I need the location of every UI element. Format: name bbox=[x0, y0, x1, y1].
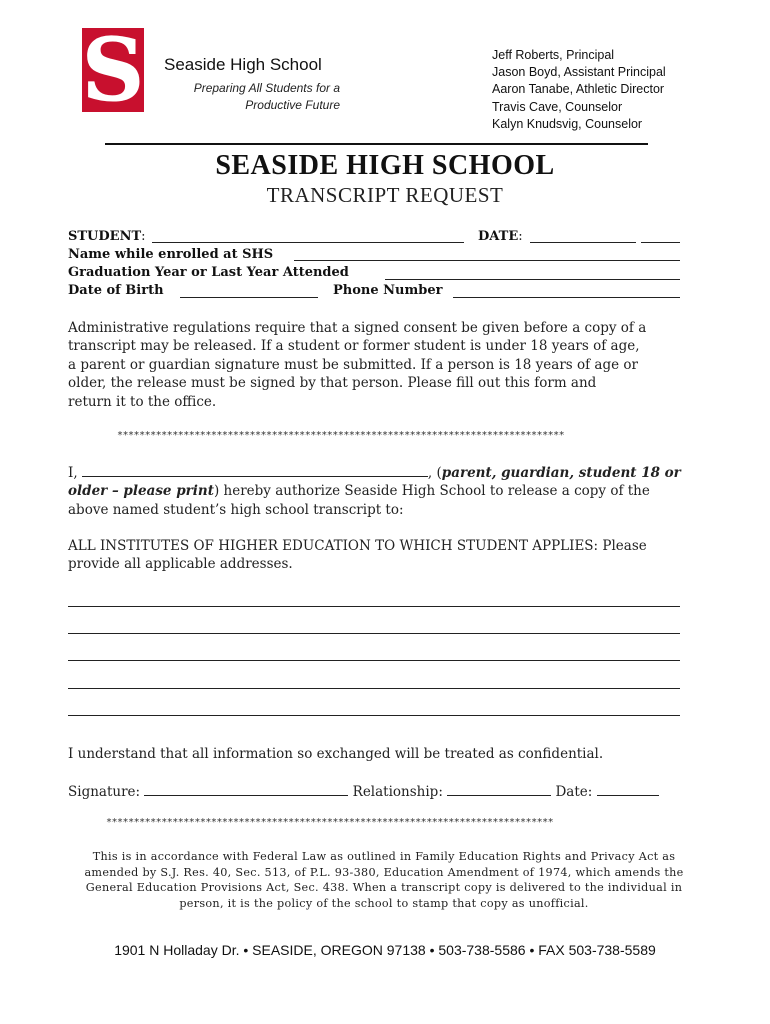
staff-item: Jeff Roberts, Principal bbox=[492, 48, 615, 62]
phone-number-field[interactable] bbox=[453, 297, 680, 298]
authorizer-name-field[interactable] bbox=[82, 464, 428, 477]
admin-regulations-paragraph bbox=[68, 319, 698, 411]
enrolled-name-field[interactable] bbox=[294, 260, 680, 261]
graduation-year-field[interactable] bbox=[385, 279, 680, 280]
tagline-line-2: Productive Future bbox=[245, 98, 340, 112]
date-label: DATE: bbox=[478, 229, 523, 244]
date-field[interactable] bbox=[530, 242, 636, 243]
paragraph-line: a parent or guardian signature must be submitted. If a person is 18 years of age or bbox=[68, 356, 638, 373]
signature-label: Signature: bbox=[68, 784, 141, 800]
page-subtitle: TRANSCRIPT REQUEST bbox=[266, 183, 504, 207]
authorization-line-2: older – please print) hereby authorize Seaside High School to release a copy of the bbox=[68, 483, 650, 500]
header-divider bbox=[105, 143, 648, 145]
paragraph-line: return it to the office. bbox=[68, 393, 217, 410]
authorization-line-1: I, , (parent, guardian, student 18 or bbox=[68, 465, 681, 481]
signature-date-label: Date: bbox=[555, 784, 593, 800]
address-line-3[interactable] bbox=[68, 660, 680, 661]
student-field[interactable] bbox=[152, 242, 464, 243]
date-field-extra[interactable] bbox=[641, 242, 680, 243]
paragraph-line: transcript may be released. If a student or former student is under 18 years of age, bbox=[68, 338, 640, 355]
signature-field[interactable] bbox=[144, 783, 348, 796]
relationship-label: Relationship: bbox=[352, 784, 443, 800]
staff-list bbox=[492, 47, 666, 133]
authorization-paragraph bbox=[68, 464, 708, 519]
legal-line: This is in accordance with Federal Law as outlined in Family Education Rights and Privacy Act as bbox=[92, 850, 676, 863]
address-line-5[interactable] bbox=[68, 715, 680, 716]
logo-letter: S bbox=[82, 28, 144, 112]
institutes-line-2: provide all applicable addresses. bbox=[68, 556, 293, 573]
legal-line: General Education Provisions Act, Sec. 438. When a transcript copy is delivered to the individual in bbox=[85, 881, 683, 895]
signature-row bbox=[68, 783, 708, 801]
school-logo bbox=[82, 28, 144, 112]
staff-item: Jason Boyd, Assistant Principal bbox=[492, 65, 666, 80]
enrolled-name-label: Name while enrolled at SHS bbox=[68, 247, 274, 262]
page-title: SEASIDE HIGH SCHOOL bbox=[215, 150, 555, 181]
address-line-4[interactable] bbox=[68, 688, 680, 689]
legal-notice bbox=[70, 849, 698, 911]
school-name: Seaside High School bbox=[164, 55, 322, 74]
date-of-birth-field[interactable] bbox=[180, 297, 318, 298]
graduation-year-label: Graduation Year or Last Year Attended bbox=[68, 265, 349, 280]
address-line-1[interactable] bbox=[68, 606, 680, 607]
phone-number-label: Phone Number bbox=[333, 283, 443, 298]
separator-stars: ********************************************************************************* bbox=[117, 430, 565, 441]
institutes-line-1: ALL INSTITUTES OF HIGHER EDUCATION TO WHICH STUDENT APPLIES: Please bbox=[68, 538, 647, 554]
address-line-2[interactable] bbox=[68, 633, 680, 634]
relationship-field[interactable] bbox=[447, 783, 551, 796]
tagline bbox=[160, 80, 340, 114]
staff-item: Kalyn Knudsvig, Counselor bbox=[492, 116, 643, 131]
signature-date-field[interactable] bbox=[597, 783, 659, 796]
footer-address: 1901 N Holladay Dr. • SEASIDE, OREGON 97138 • 503-738-5586 • FAX 503-738-5589 bbox=[114, 942, 656, 958]
tagline-line-1: Preparing All Students for a bbox=[193, 81, 340, 95]
paragraph-line: Administrative regulations require that a signed consent be given before a copy of a bbox=[68, 320, 647, 336]
authorization-line-3: above named student’s high school transcript to: bbox=[68, 501, 404, 518]
student-label: STUDENT: bbox=[68, 229, 146, 244]
date-of-birth-label: Date of Birth bbox=[68, 283, 164, 298]
paragraph-line: older, the release must be signed by that person. Please fill out this form and bbox=[68, 375, 597, 392]
institutes-paragraph bbox=[68, 537, 698, 574]
confidentiality-statement: I understand that all information so exchanged will be treated as confidential. bbox=[68, 746, 604, 762]
staff-item: Travis Cave, Counselor bbox=[492, 99, 623, 114]
legal-line: amended by S.J. Res. 40, Sec. 513, of P.L. 93-380, Education Amendment of 1974, which amends the bbox=[84, 865, 684, 879]
legal-line: person, it is the policy of the school to stamp that copy as unofficial. bbox=[179, 896, 589, 910]
separator-stars: ********************************************************************************* bbox=[106, 817, 554, 828]
staff-item: Aaron Tanabe, Athletic Director bbox=[492, 82, 665, 97]
